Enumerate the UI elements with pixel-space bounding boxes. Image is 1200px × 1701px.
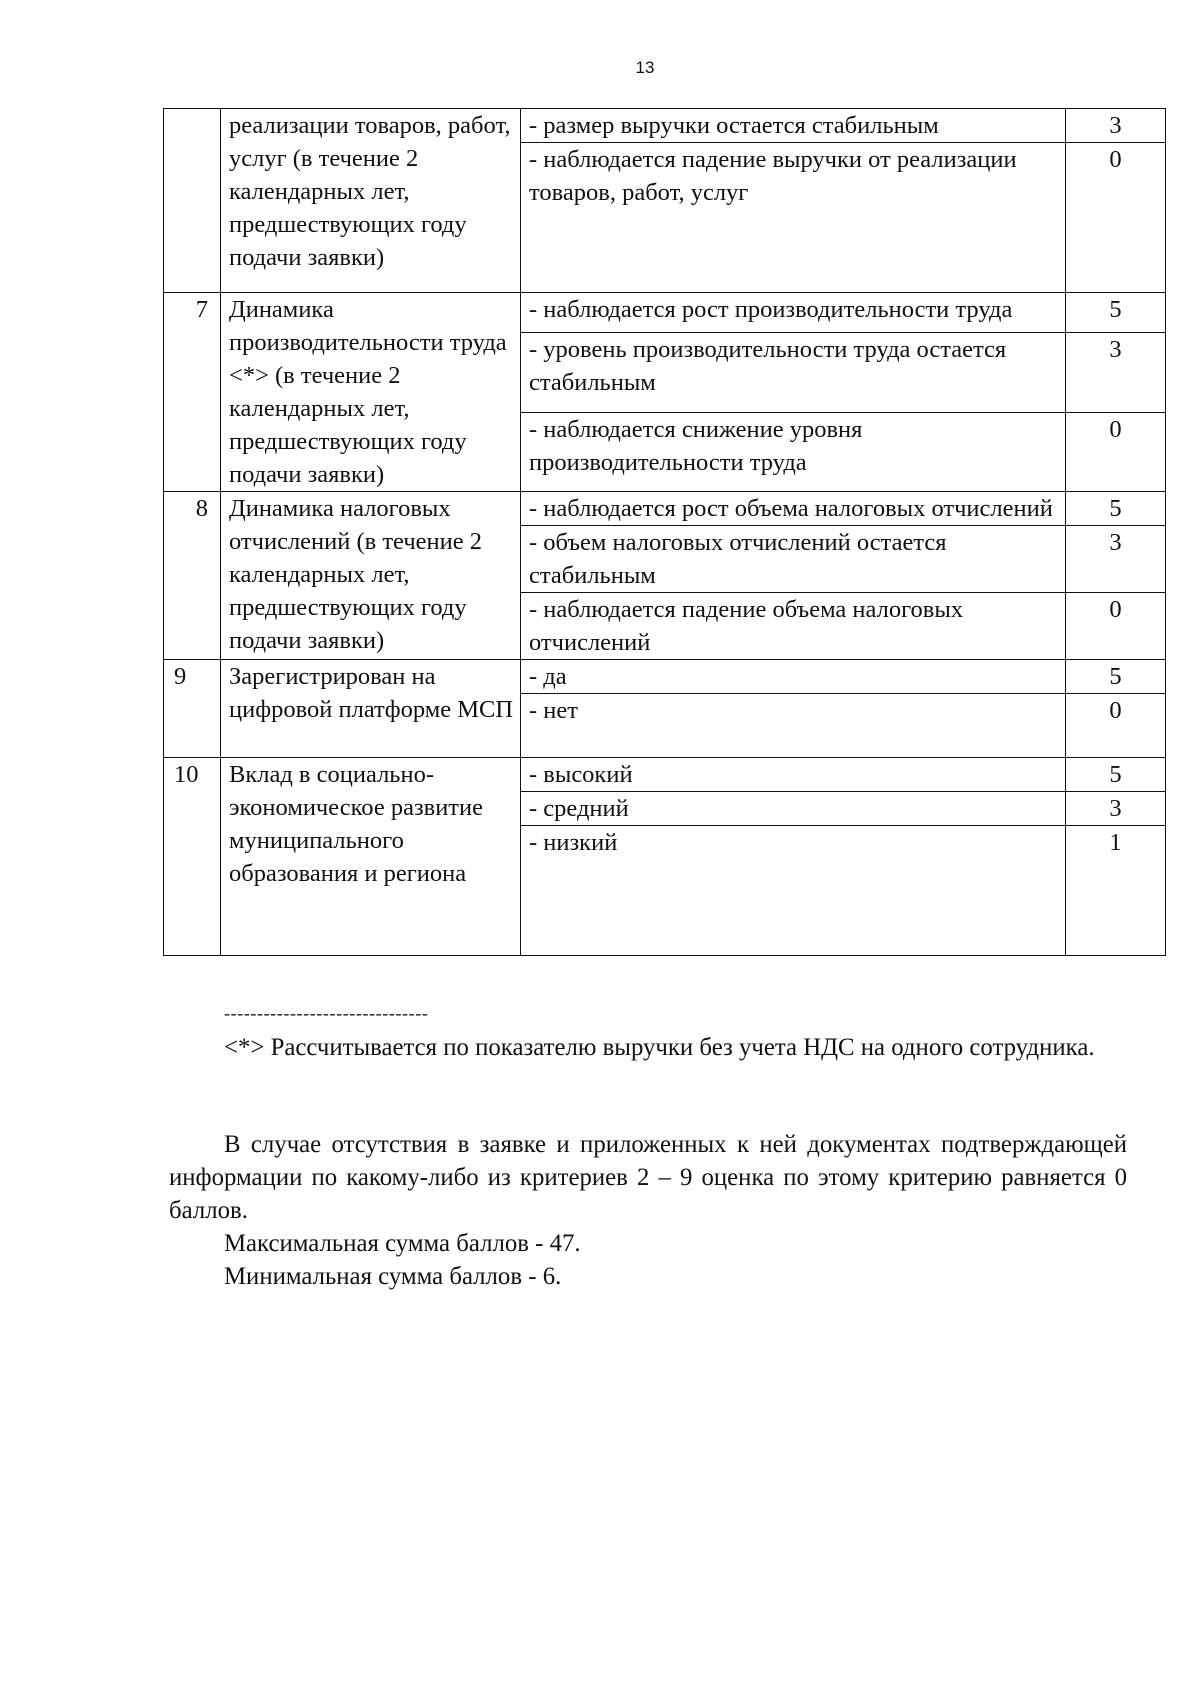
footnote-rule: ------------------------------- [224,1003,429,1023]
table-row [164,293,1166,333]
table-row [164,109,1166,143]
option-text: - наблюдается рост производительности труда [521,293,1066,333]
criterion-number: 8 [164,492,221,660]
footnote-text: <*> Рассчитывается по показателю выручки без учета НДС на одного сотрудника. [224,1034,1095,1061]
criterion-number: 10 [164,758,221,956]
criterion-name: реализации товаров, работ, услуг (в течение 2 календарных лет, предшествующих году подачи заявки) [221,109,521,293]
option-text: - низкий [521,826,1066,956]
option-score: 3 [1066,792,1166,826]
criterion-name: Динамика налоговых отчислений (в течение 2 календарных лет, предшествующих году подачи заявки) [221,492,521,660]
option-text: - наблюдается рост объема налоговых отчислений [521,492,1066,526]
option-text: - высокий [521,758,1066,792]
option-score: 0 [1066,593,1166,660]
option-score: 3 [1066,526,1166,593]
option-text: - средний [521,792,1066,826]
table-row [164,492,1166,526]
option-text: - объем налоговых отчислений остается стабильным [521,526,1066,593]
option-score: 0 [1066,412,1166,491]
option-score: 3 [1066,333,1166,412]
option-score: 1 [1066,826,1166,956]
option-score: 5 [1066,660,1166,694]
option-text: - наблюдается снижение уровня производительности труда [521,412,1066,491]
option-text: - нет [521,694,1066,758]
option-text: - наблюдается падение объема налоговых отчислений [521,593,1066,660]
criterion-number: 9 [164,660,221,758]
option-text: - уровень производительности труда остается стабильным [521,333,1066,412]
option-score: 0 [1066,694,1166,758]
option-score: 0 [1066,143,1166,293]
option-text: - да [521,660,1066,694]
criterion-name: Вклад в социально-экономическое развитие муниципального образования и региона [221,758,521,956]
option-text: - наблюдается падение выручки от реализации товаров, работ, услуг [521,143,1066,293]
criterion-number [164,109,221,293]
body-paragraph: В случае отсутствия в заявке и приложенных к ней документах подтверждающей информации по какому-либо из критериев 2 – 9 оценка по этому критерию равняется 0 баллов. [169,1131,1127,1224]
page-number: 13 [635,58,655,77]
option-score: 3 [1066,109,1166,143]
criterion-number: 7 [164,293,221,492]
table-row [164,660,1166,694]
criteria-table [163,108,1166,956]
table-row [164,758,1166,792]
option-score: 5 [1066,492,1166,526]
criterion-name: Динамика производительности труда <*> (в течение 2 календарных лет, предшествующих году подачи заявки) [221,293,521,492]
option-score: 5 [1066,758,1166,792]
option-text: - размер выручки остается стабильным [521,109,1066,143]
criterion-name: Зарегистрирован на цифровой платформе МСП [221,660,521,758]
min-score-line: Минимальная сумма баллов - 6. [224,1263,562,1290]
option-score: 5 [1066,293,1166,333]
max-score-line: Максимальная сумма баллов - 47. [224,1230,581,1257]
